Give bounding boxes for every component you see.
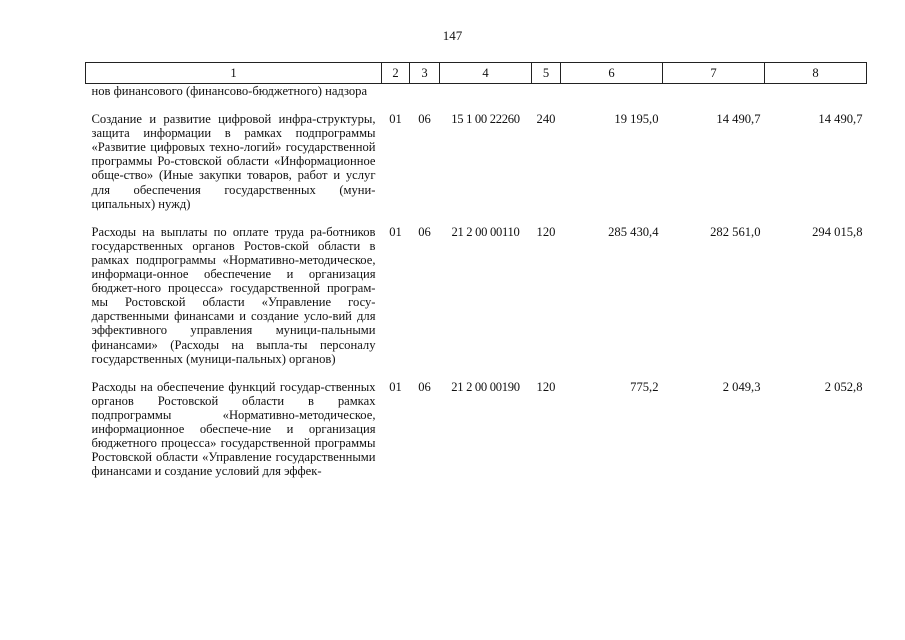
column-header-8: 8 <box>765 63 867 84</box>
table-row <box>86 84 867 103</box>
row-amount-2: 2 049,3 <box>722 379 761 394</box>
row-description: Расходы на выплаты по оплате труда ра-ботников государственных органов Ростов-ской области в рамках подпрограммы «Нормативно-методическое, информаци-онное обеспечение и организация бюджет-ного процесса» государственной програм-мы Ростовской области «Управление госу-дарственными финансами и создание усло-вий для эффективного управления муници-пальными финансами» (Расходы на выпла-ты персоналу государственных (муници-пальных) органов) <box>91 224 376 366</box>
row-amount-2: 14 490,7 <box>716 112 761 127</box>
column-header-1: 1 <box>86 63 382 84</box>
row-subsection <box>410 84 440 103</box>
row-section <box>382 84 410 103</box>
row-amount-2 <box>663 84 765 103</box>
column-header-2: 2 <box>382 63 410 84</box>
row-expense-type <box>532 84 561 103</box>
row-description: Создание и развитие цифровой инфра-структуры, защита информации в рамках подпрограммы «Развитие цифровых техно-логий» государственной программы Ро-стовской области «Информационное обще-ство» (Иные закупки товаров, работ и услуг для обеспечения государственных (муни-ципальных) нужд) <box>91 112 376 211</box>
row-amount-2: 282 561,0 <box>710 224 761 239</box>
row-subsection: 06 <box>418 379 431 394</box>
row-amount-3 <box>765 84 867 103</box>
page-number: 147 <box>442 28 463 43</box>
budget-table <box>85 62 867 478</box>
table-row <box>86 102 867 215</box>
row-target-code: 21 2 00 00110 <box>451 224 520 239</box>
column-header-3: 3 <box>410 63 440 84</box>
column-header-5: 5 <box>532 63 561 84</box>
column-header-4: 4 <box>440 63 532 84</box>
column-header-6: 6 <box>561 63 663 84</box>
column-header-row <box>86 63 867 84</box>
row-target-code: 15 1 00 22260 <box>451 112 520 127</box>
row-section: 01 <box>389 112 402 127</box>
table-row <box>86 370 867 479</box>
row-target-code <box>440 84 532 103</box>
row-expense-type: 120 <box>536 379 556 394</box>
row-amount-3: 14 490,7 <box>818 112 863 127</box>
row-section: 01 <box>389 224 402 239</box>
row-subsection: 06 <box>418 112 431 127</box>
table-row <box>86 215 867 370</box>
row-description: нов финансового (финансово-бюджетного) надзора <box>91 84 368 98</box>
row-amount-1: 285 430,4 <box>608 224 659 239</box>
row-description: Расходы на обеспечение функций государ-ственных органов Ростовской области в рамках подпрограммы «Нормативно-методическое, информационное обеспече-ние и организация бюджетного процесса» государственной программы Ростовской области «Управление государственными финансами и создание условий для эффек- <box>91 379 376 479</box>
row-amount-3: 2 052,8 <box>824 379 863 394</box>
row-expense-type: 240 <box>536 112 556 127</box>
row-section: 01 <box>389 379 402 394</box>
row-amount-1 <box>561 84 663 103</box>
column-header-7: 7 <box>663 63 765 84</box>
row-amount-1: 19 195,0 <box>614 112 659 127</box>
row-expense-type: 120 <box>536 224 556 239</box>
row-subsection: 06 <box>418 224 431 239</box>
row-target-code: 21 2 00 00190 <box>451 379 520 394</box>
row-amount-1: 775,2 <box>630 379 659 394</box>
row-amount-3: 294 015,8 <box>812 224 863 239</box>
